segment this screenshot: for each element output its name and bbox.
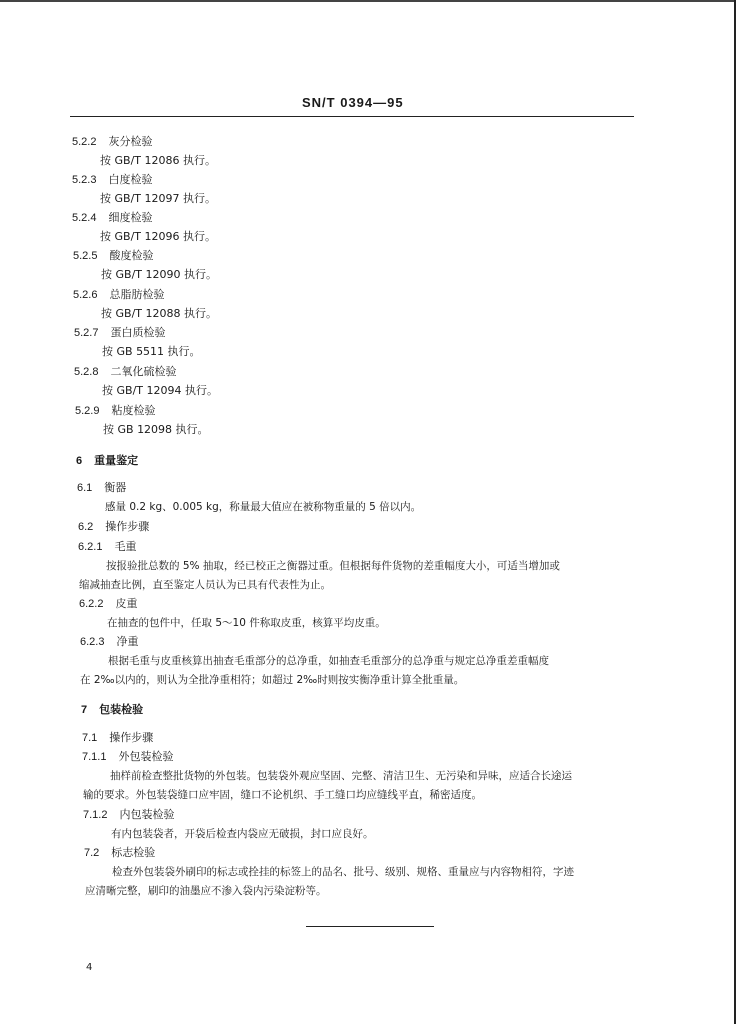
clause-5-2-8-body: 按 GB/T 12094 执行。 [102,384,218,397]
clause-5-2-5-body: 按 GB/T 12090 执行。 [101,268,217,281]
clause-6-2-1-body-line-2: 缩减抽查比例，直至鉴定人员认为已具有代表性为止。 [79,579,331,591]
clause-6-1-heading: 6.1 衡器 [77,481,127,494]
scan-top-edge [0,0,736,2]
clause-5-2-4-body: 按 GB/T 12096 执行。 [100,230,216,243]
clause-6-2-3-heading: 6.2.3 净重 [80,635,139,648]
clause-7-2-body-line-2: 应清晰完整，刷印的油墨应不渗入袋内污染淀粉等。 [85,885,327,897]
header-rule [70,116,634,117]
clause-7-1-heading: 7.1 操作步骤 [82,731,154,744]
clause-7-2-heading: 7.2 标志检验 [84,846,156,859]
clause-6-2-3-body-line-2: 在 2‰以内的，则认为全批净重相符；如超过 2‰时则按实衡净重计算全批重量。 [80,674,465,686]
clause-5-2-3-body: 按 GB/T 12097 执行。 [100,192,216,205]
clause-5-2-9-heading: 5.2.9 粘度检验 [75,404,156,417]
standard-code-header: SN/T 0394—95 [302,95,404,110]
clause-5-2-9-body: 按 GB 12098 执行。 [103,423,209,436]
section-6-heading: 6 重量鉴定 [76,454,139,467]
clause-7-1-1-body-line-1: 抽样前检查整批货物的外包装。包装袋外观应坚固、完整、清洁卫生、无污染和异味，应适合长途运 [110,770,572,782]
section-7-heading: 7 包装检验 [81,703,144,716]
clause-6-2-1-body-line-1: 按报验批总数的 5% 抽取，经已校正之衡器过重。但根据每件货物的差重幅度大小，可适当增加或 [106,560,560,572]
clause-5-2-5-heading: 5.2.5 酸度检验 [73,249,154,262]
clause-7-1-1-body-line-2: 输的要求。外包装袋缝口应牢固，缝口不论机织、手工缝口均应缝线平直，稀密适度。 [83,789,482,801]
clause-5-2-6-body: 按 GB/T 12088 执行。 [101,307,217,320]
clause-6-2-2-body: 在抽查的包件中，任取 5～10 件称取皮重，核算平均皮重。 [107,617,386,629]
clause-5-2-8-heading: 5.2.8 二氧化硫检验 [74,365,177,378]
clause-6-2-2-heading: 6.2.2 皮重 [79,597,138,610]
clause-5-2-6-heading: 5.2.6 总脂肪检验 [73,288,165,301]
clause-5-2-2-heading: 5.2.2 灰分检验 [72,135,153,148]
clause-6-2-heading: 6.2 操作步骤 [78,520,150,533]
clause-7-1-1-heading: 7.1.1 外包装检验 [82,750,174,763]
clause-7-2-body-line-1: 检查外包装袋外刷印的标志或拴挂的标签上的品名、批号、级别、规格、重量应与内容物相符，字迹 [112,866,574,878]
clause-6-1-body: 感量 0.2 kg、0.005 kg，称量最大值应在被称物重量的 5 倍以内。 [105,501,422,513]
clause-6-2-1-heading: 6.2.1 毛重 [78,540,137,553]
clause-5-2-2-body: 按 GB/T 12086 执行。 [100,154,216,167]
clause-6-2-3-body-line-1: 根据毛重与皮重核算出抽查毛重部分的总净重，如抽查毛重部分的总净重与规定总净重差重幅度 [108,655,549,667]
page-number: 4 [86,962,93,973]
clause-7-1-2-heading: 7.1.2 内包装检验 [83,808,175,821]
clause-5-2-7-body: 按 GB 5511 执行。 [102,345,201,358]
clause-5-2-4-heading: 5.2.4 细度检验 [72,211,153,224]
clause-5-2-7-heading: 5.2.7 蛋白质检验 [74,326,166,339]
clause-5-2-3-heading: 5.2.3 白度检验 [72,173,153,186]
end-rule [306,926,434,927]
clause-7-1-2-body: 有内包装袋者，开袋后检查内袋应无破损，封口应良好。 [111,828,374,840]
